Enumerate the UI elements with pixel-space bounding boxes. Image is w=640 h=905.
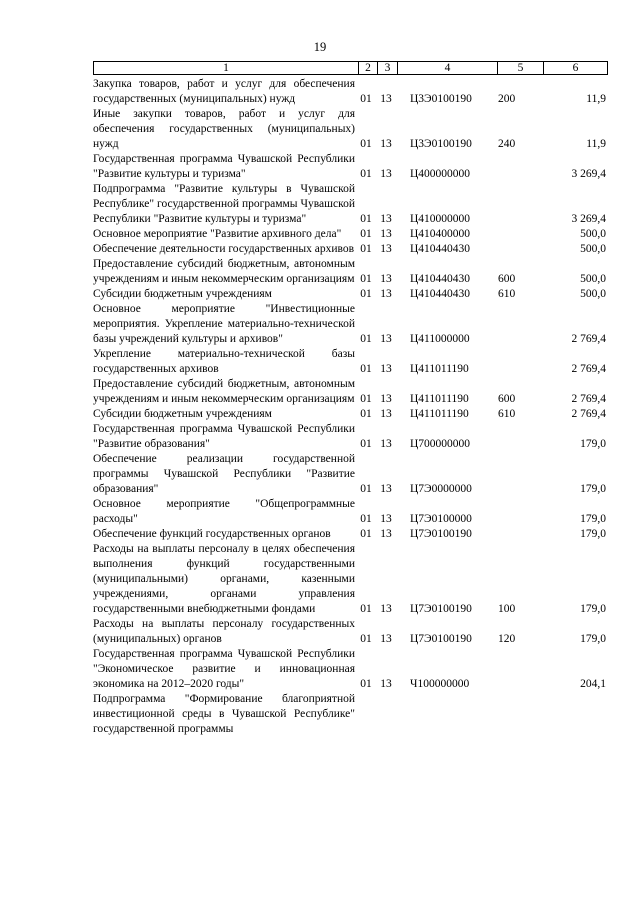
row-target-code: Ц410440430 — [410, 243, 471, 255]
row-expense-type: 610 — [498, 288, 516, 300]
row-section: 01 — [360, 408, 372, 420]
row-amount: 179,0 — [580, 438, 606, 450]
row-amount: 500,0 — [580, 243, 606, 255]
table-row — [93, 407, 606, 422]
table-row — [93, 377, 606, 407]
page-number: 19 — [313, 40, 327, 54]
row-subsection: 13 — [380, 363, 392, 375]
row-amount: 2 769,4 — [571, 408, 606, 420]
row-expense-type: 600 — [498, 273, 516, 285]
row-name: Предоставление субсидий бюджетным, автономным учреждениям и иным некоммерческим организациям — [93, 378, 355, 405]
row-subsection: 13 — [380, 333, 392, 345]
row-subsection: 13 — [380, 483, 392, 495]
row-target-code: Ц411000000 — [410, 333, 470, 345]
row-name: Обеспечение реализации государственной программы Чувашской Республики "Развитие образования" — [93, 453, 355, 495]
row-target-code: Ц3Э0100190 — [410, 138, 472, 150]
header-col-1: 1 — [94, 62, 359, 74]
row-name: Основное мероприятие "Инвестиционные мероприятия. Укрепление материально-технической базы учреждений культуры и архивов" — [93, 303, 355, 345]
row-target-code: Ц7Э0100190 — [410, 528, 472, 540]
table-row — [93, 452, 606, 497]
row-amount: 179,0 — [580, 483, 606, 495]
table-row — [93, 617, 606, 647]
row-subsection: 13 — [380, 273, 392, 285]
table-header — [93, 61, 608, 75]
row-section: 01 — [360, 288, 372, 300]
row-target-code: Ц410400000 — [410, 228, 471, 240]
row-amount: 179,0 — [580, 513, 606, 525]
row-subsection: 13 — [380, 678, 392, 690]
row-amount: 11,9 — [586, 93, 606, 105]
row-name: Обеспечение деятельности государственных архивов — [93, 243, 355, 255]
row-target-code: Ц411011190 — [410, 408, 469, 420]
row-amount: 3 269,4 — [571, 213, 606, 225]
row-target-code: Ч100000000 — [410, 678, 470, 690]
row-section: 01 — [360, 213, 372, 225]
row-amount: 2 769,4 — [571, 333, 606, 345]
row-amount: 179,0 — [580, 528, 606, 540]
row-section: 01 — [360, 243, 372, 255]
row-section: 01 — [360, 528, 372, 540]
row-section: 01 — [360, 138, 372, 150]
header-col-5: 5 — [498, 62, 544, 74]
row-target-code: Ц7Э0100000 — [410, 513, 472, 525]
row-section: 01 — [360, 393, 372, 405]
table-row — [93, 422, 606, 452]
table-row — [93, 692, 606, 737]
row-amount: 500,0 — [580, 288, 606, 300]
row-section: 01 — [360, 483, 372, 495]
row-subsection: 13 — [380, 528, 392, 540]
row-name: Государственная программа Чувашской Республики "Развитие образования" — [93, 423, 355, 450]
row-subsection: 13 — [380, 288, 392, 300]
row-name: Подпрограмма "Формирование благоприятной инвестиционной среды в Чувашской Республике" государственной программы — [93, 693, 355, 735]
table-row — [93, 227, 606, 242]
row-section: 01 — [360, 603, 372, 615]
row-amount: 11,9 — [586, 138, 606, 150]
row-subsection: 13 — [380, 603, 392, 615]
row-amount: 500,0 — [580, 273, 606, 285]
table-row — [93, 302, 606, 347]
row-amount: 179,0 — [580, 603, 606, 615]
row-section: 01 — [360, 273, 372, 285]
row-amount: 500,0 — [580, 228, 606, 240]
table-row — [93, 527, 606, 542]
row-target-code: Ц410440430 — [410, 273, 471, 285]
table-row — [93, 152, 606, 182]
row-amount: 3 269,4 — [571, 168, 606, 180]
row-section: 01 — [360, 168, 372, 180]
row-expense-type: 240 — [498, 138, 516, 150]
table-row — [93, 257, 606, 287]
row-target-code: Ц3Э0100190 — [410, 93, 472, 105]
row-subsection: 13 — [380, 243, 392, 255]
row-target-code: Ц7Э0100190 — [410, 633, 472, 645]
budget-table — [93, 77, 606, 737]
header-col-3: 3 — [378, 62, 398, 74]
row-subsection: 13 — [380, 168, 392, 180]
row-name: Расходы на выплаты персоналу государственных (муниципальных) органов — [93, 618, 355, 645]
row-section: 01 — [360, 513, 372, 525]
row-name: Субсидии бюджетным учреждениям — [93, 288, 272, 300]
row-name: Основное мероприятие "Общепрограммные расходы" — [93, 498, 355, 525]
row-expense-type: 610 — [498, 408, 516, 420]
row-expense-type: 120 — [498, 633, 516, 645]
table-row — [93, 542, 606, 617]
row-target-code: Ц700000000 — [410, 438, 471, 450]
row-name: Предоставление субсидий бюджетным, автономным учреждениям и иным некоммерческим организациям — [93, 258, 355, 285]
row-section: 01 — [360, 333, 372, 345]
row-target-code: Ц400000000 — [410, 168, 471, 180]
row-target-code: Ц410440430 — [410, 288, 471, 300]
row-section: 01 — [360, 363, 372, 375]
row-name: Закупка товаров, работ и услуг для обеспечения государственных (муниципальных) нужд — [93, 78, 355, 105]
row-section: 01 — [360, 93, 372, 105]
row-target-code: Ц7Э0100190 — [410, 603, 472, 615]
row-subsection: 13 — [380, 513, 392, 525]
table-row — [93, 182, 606, 227]
row-subsection: 13 — [380, 138, 392, 150]
row-subsection: 13 — [380, 393, 392, 405]
table-row — [93, 242, 606, 257]
row-expense-type: 600 — [498, 393, 516, 405]
table-row — [93, 107, 606, 152]
row-name: Укрепление материально-технической базы государственных архивов — [93, 348, 355, 375]
table-row — [93, 347, 606, 377]
table-row — [93, 647, 606, 692]
row-amount: 2 769,4 — [571, 393, 606, 405]
row-amount: 2 769,4 — [571, 363, 606, 375]
row-section: 01 — [360, 633, 372, 645]
row-section: 01 — [360, 678, 372, 690]
row-subsection: 13 — [380, 438, 392, 450]
row-expense-type: 100 — [498, 603, 516, 615]
row-section: 01 — [360, 438, 372, 450]
row-subsection: 13 — [380, 228, 392, 240]
row-amount: 179,0 — [580, 633, 606, 645]
table-row — [93, 497, 606, 527]
row-section: 01 — [360, 228, 372, 240]
row-amount: 204,1 — [580, 678, 606, 690]
table-row — [93, 287, 606, 302]
row-name: Субсидии бюджетным учреждениям — [93, 408, 272, 420]
row-target-code: Ц411011190 — [410, 393, 469, 405]
row-subsection: 13 — [380, 93, 392, 105]
row-target-code: Ц410000000 — [410, 213, 471, 225]
row-target-code: Ц7Э0000000 — [410, 483, 472, 495]
table-row — [93, 77, 606, 107]
row-name: Расходы на выплаты персоналу в целях обеспечения выполнения функций государственными (муниципальными) органами, казенными учреждениями, органами управления государственными внебюджетными фондами — [93, 543, 355, 615]
row-name: Государственная программа Чувашской Республики "Развитие культуры и туризма" — [93, 153, 355, 180]
row-name: Обеспечение функций государственных органов — [93, 528, 331, 540]
header-col-6: 6 — [572, 62, 579, 74]
row-name: Основное мероприятие "Развитие архивного дела" — [93, 228, 342, 240]
row-subsection: 13 — [380, 408, 392, 420]
row-name: Подпрограмма "Развитие культуры в Чувашской Республике" государственной программы Чувашской Республики "Развитие культуры и туризма" — [93, 183, 355, 225]
row-subsection: 13 — [380, 213, 392, 225]
header-col-4: 4 — [398, 62, 498, 74]
row-subsection: 13 — [380, 633, 392, 645]
row-name: Иные закупки товаров, работ и услуг для обеспечения государственных (муниципальных) нужд — [93, 108, 355, 150]
row-expense-type: 200 — [498, 93, 516, 105]
header-col-2: 2 — [359, 62, 378, 74]
row-target-code: Ц411011190 — [410, 363, 469, 375]
row-name: Государственная программа Чувашской Республики "Экономическое развитие и инновационная экономика на 2012–2020 годы" — [93, 648, 355, 690]
